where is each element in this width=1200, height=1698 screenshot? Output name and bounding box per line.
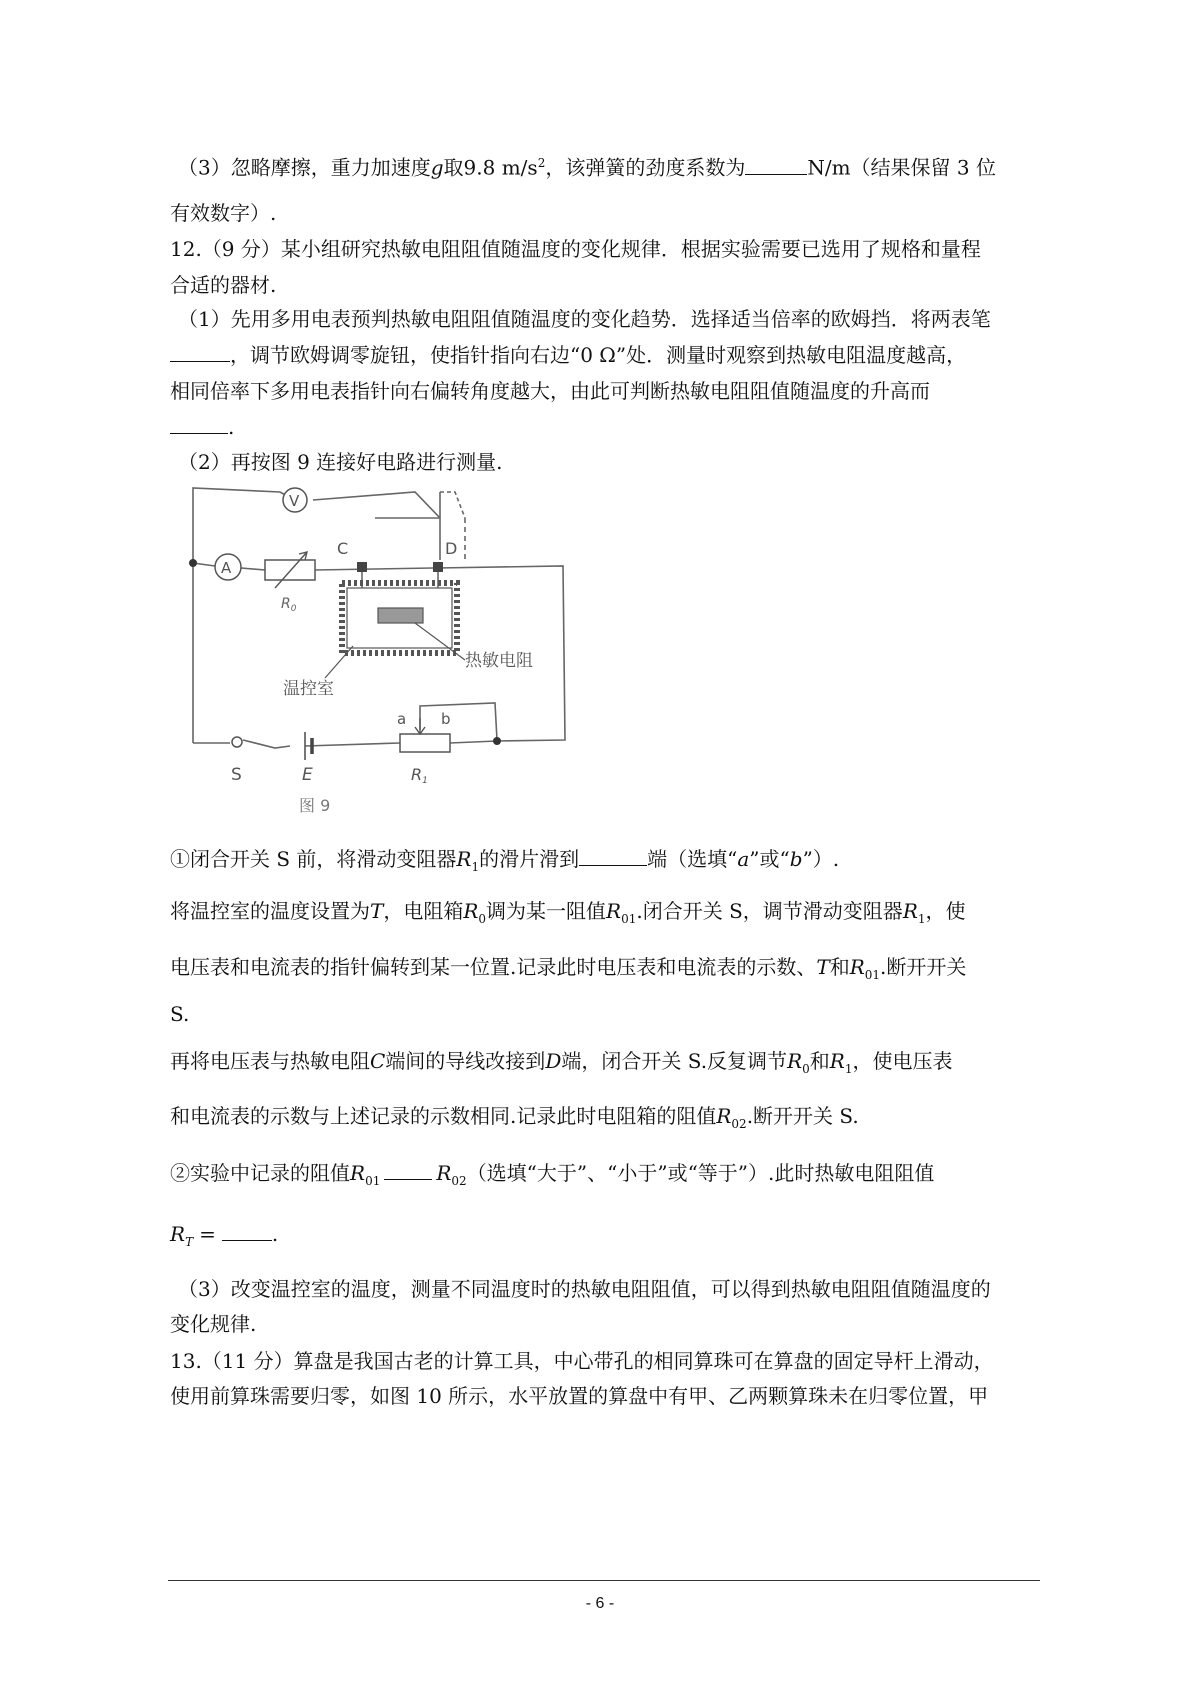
circuit-figure-9: [175, 478, 635, 838]
subscript: 1: [917, 912, 926, 926]
text-line: [170, 1048, 1040, 1082]
question-13-heading: 13.（11 分）算盘是我国古老的计算工具，中心带孔的相同算珠可在算盘的固定导杆上滑动，: [170, 1349, 994, 1373]
text: .: [228, 415, 235, 439]
rheostat: [400, 734, 450, 752]
var-t: T: [370, 899, 384, 923]
text-line: 相同倍率下多用电表指针向右偏转角度越大，由此可判断热敏电阻阻值随温度的升高而: [170, 379, 930, 403]
text-line: [170, 1221, 1040, 1255]
var-r: R: [170, 1222, 186, 1246]
text-line: （3）改变温控室的温度，测量不同温度时的热敏电阻阻值，可以得到热敏电阻阻值随温度的: [178, 1277, 991, 1301]
subscript: 1: [844, 1062, 853, 1076]
text: .: [271, 1222, 279, 1246]
wire: [313, 492, 440, 560]
text: ，该弹簧的劲度系数为: [545, 155, 746, 180]
subscript: 0: [478, 912, 487, 926]
var-r: R: [902, 899, 918, 923]
text-line: S.: [170, 1002, 190, 1026]
switch-label: S: [231, 765, 242, 785]
subscript: 01: [621, 912, 637, 926]
text: ，使电压表: [852, 1049, 953, 1073]
junction-dot: [493, 737, 501, 745]
chamber-label: 温控室: [283, 679, 334, 699]
var-r: R: [606, 899, 622, 923]
switch-blade: [243, 740, 290, 748]
answer-blank[interactable]: [170, 343, 230, 362]
text-line: 有效数字）.: [170, 201, 277, 225]
text-line: （2）再按图 9 连接好电路进行测量.: [178, 450, 503, 474]
text: 取9.8 m/s: [443, 155, 538, 180]
var-r: R: [463, 899, 479, 923]
text-line: [170, 954, 1040, 988]
voltmeter-label: V: [289, 492, 300, 510]
label-c: C: [337, 539, 349, 558]
wire: [305, 743, 400, 746]
text: ②实验中记录的阻值: [170, 1161, 350, 1185]
r0-label: $R_0$: [281, 596, 297, 614]
text: N/m（结果保留 3 位: [807, 155, 996, 180]
text: 端（选填“: [647, 847, 738, 871]
slider-arrow-icon: [415, 718, 425, 734]
text: 端，闭合开关 S.反复调节: [561, 1049, 788, 1073]
subscript: 02: [451, 1174, 467, 1188]
footer-rule: [168, 1580, 1040, 1581]
text: 端间的导线改接到: [385, 1049, 546, 1073]
text: ”）.: [802, 847, 840, 871]
var-r: R: [716, 1104, 732, 1128]
answer-blank[interactable]: [745, 156, 807, 175]
text-line: [170, 1160, 1040, 1194]
var-c: C: [370, 1049, 386, 1073]
r1-label: R1: [411, 765, 428, 786]
text: ①闭合开关 S 前，将滑动变阻器: [170, 847, 457, 871]
text: 电压表和电流表的指针偏转到某一位置.记录此时电压表和电流表的示数、: [170, 955, 817, 979]
exponent: 2: [537, 156, 546, 170]
thermistor-label: 热敏电阻: [465, 651, 533, 671]
var-d: D: [545, 1049, 562, 1073]
text: （3）忽略摩擦，重力加速度: [178, 155, 431, 180]
var-r: R: [456, 847, 472, 871]
terminal-d: [433, 562, 443, 572]
switch-icon: [232, 737, 242, 747]
thermistor: [378, 608, 423, 623]
label-d: D: [445, 539, 458, 558]
text: 调为某一阻值: [486, 899, 607, 923]
text: 和: [829, 955, 850, 979]
text: .闭合开关 S，调节滑动变阻器: [636, 899, 903, 923]
wire: [315, 568, 433, 570]
text-line: 合适的器材.: [170, 273, 277, 297]
text: .断开开关: [880, 955, 967, 979]
label-a: a: [397, 710, 407, 728]
var-r: R: [350, 1161, 366, 1185]
text: .断开开关 S.: [746, 1104, 859, 1128]
answer-blank[interactable]: [579, 847, 647, 866]
answer-blank[interactable]: [222, 1222, 272, 1241]
resistance-box: [265, 560, 315, 580]
var-t: T: [816, 955, 830, 979]
text-line: [170, 342, 1040, 368]
text: 再将电压表与热敏电阻: [170, 1049, 370, 1073]
subscript: 02: [731, 1117, 747, 1131]
subscript: T: [185, 1235, 194, 1249]
page-number: - 6 -: [585, 1595, 615, 1612]
battery-label: E: [302, 765, 313, 785]
terminal-c: [357, 562, 367, 572]
text-line: [178, 150, 1048, 181]
text-line: [170, 1103, 1040, 1137]
answer-blank[interactable]: [170, 415, 228, 434]
subscript: 01: [365, 1174, 381, 1188]
text: 和电流表的示数与上述记录的示数相同.记录此时电阻箱的阻值: [170, 1104, 717, 1128]
var-r: R: [829, 1049, 845, 1073]
var-b: b: [789, 847, 803, 871]
equals: =: [199, 1222, 216, 1246]
text: ，电阻箱: [383, 899, 464, 923]
var-r: R: [787, 1049, 803, 1073]
text-line: 使用前算珠需要归零，如图 10 所示，水平放置的算盘中有甲、乙两颗算珠未在归零位置，甲: [170, 1384, 989, 1408]
junction-dot: [189, 559, 197, 567]
text-line: [170, 898, 1040, 932]
label-b: b: [441, 710, 451, 728]
text: （选填“大于”、“小于”或“等于”）.此时热敏电阻阻值: [466, 1161, 935, 1185]
dashed-wire: [440, 492, 465, 518]
text: ，使: [925, 899, 966, 923]
text-line: [170, 846, 1040, 880]
subscript: 1: [471, 860, 480, 874]
wire: [241, 568, 265, 570]
wire: [193, 488, 295, 563]
var-a: a: [737, 847, 750, 871]
subscript: 0: [802, 1062, 810, 1076]
question-12-heading: 12.（9 分）某小组研究热敏电阻阻值随温度的变化规律．根据实验需要已选用了规格和量程: [170, 237, 981, 261]
var-r: R: [849, 955, 865, 979]
figure-caption: 图 9: [299, 796, 331, 815]
text: 将温控室的温度设置为: [170, 899, 370, 923]
var-r: R: [436, 1161, 452, 1185]
subscript: 01: [864, 968, 881, 982]
text: 的滑片滑到: [479, 847, 580, 871]
text: 和: [809, 1049, 830, 1073]
wire: [450, 741, 497, 743]
text: ，调节欧姆调零旋钮，使指针指向右边“0 Ω”处．测量时观察到热敏电阻温度越高，: [230, 343, 967, 367]
var-g: g: [430, 155, 444, 180]
text-line: （1）先用多用电表预判热敏电阻阻值随温度的变化趋势．选择适当倍率的欧姆挡．将两表笔: [178, 307, 991, 331]
answer-blank[interactable]: [384, 1161, 432, 1180]
ammeter-label: A: [221, 559, 232, 577]
text-line: [170, 414, 1040, 440]
text-line: 变化规律.: [170, 1312, 257, 1336]
text: ”或“: [749, 847, 790, 871]
